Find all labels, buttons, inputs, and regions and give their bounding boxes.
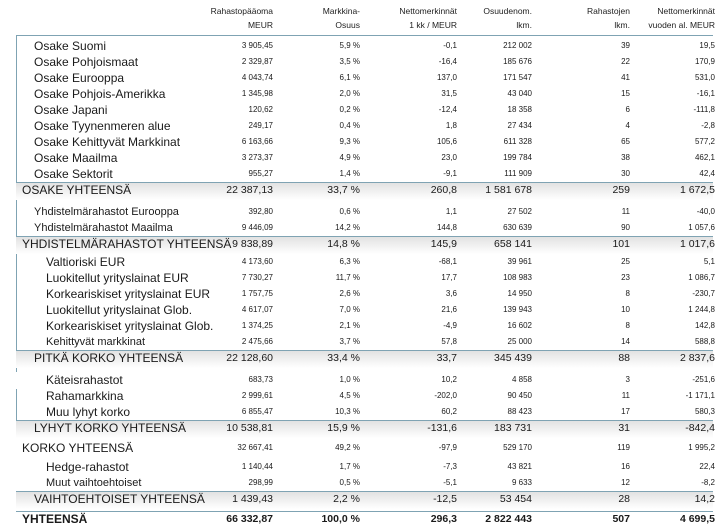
cell-rahastojen-lkm: 101 <box>612 238 630 250</box>
cell-osuudenomistajat: 212 002 <box>503 41 532 50</box>
cell-nettomerkinnat-kk: 17,7 <box>441 273 457 282</box>
cell-osuudenomistajat: 18 358 <box>507 105 532 114</box>
cell-nettomerkinnat-kk: -16,4 <box>438 57 457 66</box>
row-label: Luokitellut yrityslainat EUR <box>46 271 189 285</box>
cell-markkinaosuus: 14,8 % <box>327 238 360 250</box>
cell-rahastojen-lkm: 8 <box>625 289 630 298</box>
cell-nettomerkinnat-vuoden: -2,8 <box>701 121 715 130</box>
cell-osuudenomistajat: 345 439 <box>494 352 532 364</box>
cell-osuudenomistajat: 14 950 <box>507 289 532 298</box>
cell-osuudenomistajat: 171 547 <box>503 73 532 82</box>
cell-nettomerkinnat-vuoden: 42,4 <box>699 169 715 178</box>
cell-rahastopaaoma: 1 345,98 <box>241 89 273 98</box>
cell-rahastojen-lkm: 65 <box>621 137 630 146</box>
row-label: YHDISTELMÄRAHASTOT YHTEENSÄ <box>22 237 232 251</box>
cell-rahastojen-lkm: 8 <box>625 321 630 330</box>
cell-nettomerkinnat-vuoden: -40,0 <box>696 207 715 216</box>
cell-nettomerkinnat-kk: -68,1 <box>438 257 457 266</box>
cell-nettomerkinnat-kk: -4,9 <box>443 321 457 330</box>
cell-osuudenomistajat: 90 450 <box>507 391 532 400</box>
cell-osuudenomistajat: 199 784 <box>503 153 532 162</box>
cell-markkinaosuus: 0,6 % <box>339 207 360 216</box>
cell-markkinaosuus: 5,9 % <box>339 41 360 50</box>
row-label: OSAKE YHTEENSÄ <box>22 183 132 197</box>
cell-nettomerkinnat-kk: -12,4 <box>438 105 457 114</box>
cell-nettomerkinnat-kk: -0,1 <box>443 41 457 50</box>
row-label: Osake Pohjoismaat <box>34 55 139 69</box>
cell-nettomerkinnat-kk: 21,6 <box>441 305 457 314</box>
cell-osuudenomistajat: 2 822 443 <box>485 513 532 525</box>
cell-nettomerkinnat-kk: 105,6 <box>436 137 457 146</box>
cell-rahastojen-lkm: 11 <box>621 391 630 400</box>
cell-nettomerkinnat-kk: -131,6 <box>427 422 457 434</box>
cell-rahastojen-lkm: 15 <box>621 89 630 98</box>
row-label: Osake Kehittyvät Markkinat <box>34 135 181 149</box>
cell-markkinaosuus: 1,4 % <box>339 169 360 178</box>
cell-rahastopaaoma: 9 446,09 <box>241 223 273 232</box>
cell-markkinaosuus: 2,0 % <box>339 89 360 98</box>
row-label: KORKO YHTEENSÄ <box>22 441 134 455</box>
cell-nettomerkinnat-kk: -5,1 <box>443 478 457 487</box>
cell-markkinaosuus: 15,9 % <box>327 422 360 434</box>
table-total-row <box>0 350 717 367</box>
table-row <box>0 54 717 70</box>
cell-markkinaosuus: 11,7 % <box>335 273 360 282</box>
cell-markkinaosuus: 3,7 % <box>339 337 360 346</box>
cell-rahastopaaoma: 6 855,47 <box>241 407 273 416</box>
cell-osuudenomistajat: 16 602 <box>507 321 532 330</box>
cell-rahastopaaoma: 2 999,61 <box>241 391 273 400</box>
cell-rahastopaaoma: 249,17 <box>248 121 273 130</box>
cell-markkinaosuus: 7,0 % <box>339 305 360 314</box>
table-row <box>0 404 717 420</box>
cell-nettomerkinnat-vuoden: 1 995,2 <box>688 443 715 452</box>
cell-nettomerkinnat-vuoden: 4 699,5 <box>679 513 715 525</box>
cell-nettomerkinnat-vuoden: -842,4 <box>685 422 715 434</box>
table-row <box>0 102 717 118</box>
cell-rahastojen-lkm: 30 <box>621 169 630 178</box>
row-label: Muut vaihtoehtoiset <box>46 477 142 489</box>
row-label: Osake Maailma <box>34 151 118 165</box>
row-label: Rahamarkkina <box>46 389 124 403</box>
table-row <box>0 134 717 150</box>
cell-rahastopaaoma: 1 140,44 <box>241 462 273 471</box>
cell-rahastopaaoma: 4 173,60 <box>241 257 273 266</box>
cell-osuudenomistajat: 658 141 <box>494 238 532 250</box>
cell-rahastopaaoma: 4 617,07 <box>241 305 273 314</box>
cell-nettomerkinnat-kk: 57,8 <box>441 337 457 346</box>
cell-rahastopaaoma: 1 757,75 <box>241 289 273 298</box>
row-label: YHTEENSÄ <box>22 512 88 526</box>
cell-rahastopaaoma: 6 163,66 <box>241 137 273 146</box>
cell-osuudenomistajat: 43 821 <box>507 462 532 471</box>
row-label: Luokitellut yrityslainat Glob. <box>46 303 193 317</box>
row-label: Valtioriski EUR <box>46 255 126 269</box>
cell-nettomerkinnat-vuoden: 19,5 <box>699 41 715 50</box>
cell-osuudenomistajat: 111 909 <box>504 169 532 178</box>
cell-rahastopaaoma: 32 667,41 <box>237 443 273 452</box>
cell-nettomerkinnat-kk: -97,9 <box>438 443 457 452</box>
cell-rahastopaaoma: 2 475,66 <box>241 337 273 346</box>
row-label: Yhdistelmärahastot Eurooppa <box>34 206 179 218</box>
cell-rahastojen-lkm: 3 <box>625 375 630 384</box>
cell-rahastopaaoma: 22 387,13 <box>226 184 273 196</box>
cell-nettomerkinnat-kk: 31,5 <box>441 89 457 98</box>
cell-markkinaosuus: 1,7 % <box>339 462 360 471</box>
cell-nettomerkinnat-kk: -7,3 <box>443 462 457 471</box>
cell-markkinaosuus: 10,3 % <box>335 407 360 416</box>
cell-nettomerkinnat-vuoden: -111,8 <box>693 105 715 114</box>
table-row <box>0 334 717 350</box>
cell-nettomerkinnat-vuoden: 142,8 <box>694 321 715 330</box>
cell-markkinaosuus: 9,3 % <box>339 137 360 146</box>
cell-rahastopaaoma: 3 273,37 <box>241 153 273 162</box>
cell-rahastopaaoma: 120,62 <box>248 105 273 114</box>
table-row <box>0 372 717 388</box>
table-row <box>0 440 717 456</box>
cell-osuudenomistajat: 27 434 <box>507 121 532 130</box>
cell-markkinaosuus: 6,3 % <box>339 257 360 266</box>
table-row <box>0 38 717 54</box>
row-label: Osake Eurooppa <box>34 71 125 85</box>
cell-nettomerkinnat-vuoden: 1 086,7 <box>688 273 715 282</box>
cell-nettomerkinnat-vuoden: 462,1 <box>694 153 715 162</box>
cell-nettomerkinnat-kk: 33,7 <box>436 352 457 364</box>
cell-rahastojen-lkm: 6 <box>625 105 630 114</box>
cell-rahastopaaoma: 4 043,74 <box>241 73 273 82</box>
table-row <box>0 118 717 134</box>
table-row <box>0 388 717 404</box>
row-label: PITKÄ KORKO YHTEENSÄ <box>34 351 184 365</box>
cell-nettomerkinnat-kk: -12,5 <box>433 493 457 505</box>
cell-nettomerkinnat-vuoden: 1 017,6 <box>679 238 715 250</box>
table-row <box>0 70 717 86</box>
row-label: Osake Sektorit <box>34 167 113 181</box>
row-label: VAIHTOEHTOISET YHTEENSÄ <box>34 492 205 506</box>
cell-osuudenomistajat: 43 040 <box>507 89 532 98</box>
cell-osuudenomistajat: 1 581 678 <box>485 184 532 196</box>
cell-markkinaosuus: 0,4 % <box>339 121 360 130</box>
table-row <box>0 166 717 182</box>
row-label: Käteisrahastot <box>46 373 123 387</box>
table-row <box>0 204 717 220</box>
cell-rahastojen-lkm: 17 <box>621 407 630 416</box>
row-label: LYHYT KORKO YHTEENSÄ <box>34 421 187 435</box>
cell-nettomerkinnat-vuoden: -251,6 <box>692 375 715 384</box>
cell-nettomerkinnat-vuoden: 1 244,8 <box>688 305 715 314</box>
cell-markkinaosuus: 0,2 % <box>339 105 360 114</box>
cell-markkinaosuus: 14,2 % <box>335 223 360 232</box>
cell-markkinaosuus: 100,0 % <box>321 513 360 525</box>
cell-osuudenomistajat: 139 943 <box>503 305 532 314</box>
row-label: Osake Pohjois-Amerikka <box>34 87 166 101</box>
cell-nettomerkinnat-vuoden: 14,2 <box>694 493 715 505</box>
cell-rahastojen-lkm: 22 <box>621 57 630 66</box>
col-header-markkinaosuus: Markkina- Osuus <box>322 6 360 30</box>
table-row <box>0 86 717 102</box>
table-total-row <box>0 236 717 253</box>
cell-rahastojen-lkm: 16 <box>621 462 630 471</box>
cell-nettomerkinnat-vuoden: 1 672,5 <box>679 184 715 196</box>
cell-rahastopaaoma: 66 332,87 <box>226 513 273 525</box>
cell-markkinaosuus: 33,7 % <box>327 184 360 196</box>
row-label: Yhdistelmärahastot Maailma <box>34 222 173 234</box>
cell-nettomerkinnat-kk: 23,0 <box>441 153 457 162</box>
cell-rahastopaaoma: 1 439,43 <box>232 493 273 505</box>
col-header-osuudenomistajat: Osuudenom. lkm. <box>483 6 532 30</box>
cell-nettomerkinnat-kk: -9,1 <box>443 169 457 178</box>
cell-rahastopaaoma: 298,99 <box>248 478 273 487</box>
cell-nettomerkinnat-vuoden: 170,9 <box>694 57 715 66</box>
table-total-row <box>0 182 717 199</box>
cell-nettomerkinnat-kk: 1,8 <box>445 121 457 130</box>
table-row <box>0 318 717 334</box>
header-divider <box>16 35 713 36</box>
cell-rahastopaaoma: 2 329,87 <box>241 57 273 66</box>
col-header-nettomerkinnat-kk: Nettomerkinnät 1 kk / MEUR <box>399 6 457 30</box>
table-total-row <box>0 420 717 437</box>
cell-nettomerkinnat-vuoden: 580,3 <box>694 407 715 416</box>
cell-rahastojen-lkm: 259 <box>612 184 630 196</box>
cell-osuudenomistajat: 185 676 <box>503 57 532 66</box>
cell-rahastojen-lkm: 39 <box>621 41 630 50</box>
cell-osuudenomistajat: 9 633 <box>511 478 532 487</box>
cell-nettomerkinnat-vuoden: -8,2 <box>701 478 715 487</box>
cell-rahastopaaoma: 955,27 <box>248 169 273 178</box>
row-label: Korkeariskiset yrityslainat Glob. <box>46 319 214 333</box>
cell-rahastojen-lkm: 507 <box>612 513 630 525</box>
cell-markkinaosuus: 49,2 % <box>335 443 360 452</box>
cell-rahastopaaoma: 683,73 <box>248 375 273 384</box>
cell-nettomerkinnat-vuoden: 577,2 <box>694 137 715 146</box>
cell-markkinaosuus: 33,4 % <box>327 352 360 364</box>
row-label: Muu lyhyt korko <box>46 405 131 419</box>
cell-markkinaosuus: 3,5 % <box>339 57 360 66</box>
cell-osuudenomistajat: 27 502 <box>507 207 532 216</box>
table-total-row <box>0 491 717 508</box>
cell-nettomerkinnat-kk: 60,2 <box>441 407 457 416</box>
table-row <box>0 254 717 270</box>
cell-osuudenomistajat: 611 328 <box>503 137 532 146</box>
cell-nettomerkinnat-kk: 10,2 <box>441 375 457 384</box>
cell-rahastopaaoma: 10 538,81 <box>226 422 273 434</box>
cell-nettomerkinnat-vuoden: 588,8 <box>694 337 715 346</box>
cell-osuudenomistajat: 4 858 <box>511 375 532 384</box>
table-row <box>0 150 717 166</box>
table-row <box>0 220 717 236</box>
cell-rahastojen-lkm: 10 <box>621 305 630 314</box>
cell-rahastojen-lkm: 14 <box>621 337 630 346</box>
row-label: Osake Japani <box>34 103 108 117</box>
cell-rahastojen-lkm: 31 <box>618 422 630 434</box>
cell-rahastojen-lkm: 38 <box>621 153 630 162</box>
cell-nettomerkinnat-vuoden: 22,4 <box>699 462 715 471</box>
table-total-row <box>0 511 717 528</box>
cell-nettomerkinnat-vuoden: 531,0 <box>694 73 715 82</box>
cell-rahastojen-lkm: 12 <box>621 478 630 487</box>
cell-rahastopaaoma: 7 730,27 <box>241 273 273 282</box>
cell-nettomerkinnat-kk: 260,8 <box>430 184 457 196</box>
cell-markkinaosuus: 6,1 % <box>339 73 360 82</box>
cell-nettomerkinnat-vuoden: 2 837,6 <box>679 352 715 364</box>
cell-rahastojen-lkm: 41 <box>621 73 630 82</box>
cell-rahastojen-lkm: 25 <box>621 257 630 266</box>
row-label: Hedge-rahastot <box>46 460 129 474</box>
cell-osuudenomistajat: 183 731 <box>494 422 532 434</box>
cell-nettomerkinnat-kk: 145,9 <box>430 238 457 250</box>
cell-rahastojen-lkm: 28 <box>618 493 630 505</box>
cell-nettomerkinnat-vuoden: 1 057,6 <box>688 223 715 232</box>
row-label: Osake Suomi <box>34 39 107 53</box>
cell-markkinaosuus: 0,5 % <box>339 478 360 487</box>
cell-rahastojen-lkm: 11 <box>621 207 630 216</box>
row-label: Kehittyvät markkinat <box>46 336 146 348</box>
cell-rahastojen-lkm: 4 <box>625 121 630 130</box>
row-label: Korkeariskiset yrityslainat EUR <box>46 287 211 301</box>
col-header-rahastopaaoma: Rahastopääoma MEUR <box>210 6 273 30</box>
cell-nettomerkinnat-vuoden: 5,1 <box>703 257 715 266</box>
cell-markkinaosuus: 2,1 % <box>339 321 360 330</box>
cell-osuudenomistajat: 25 000 <box>507 337 532 346</box>
cell-rahastojen-lkm: 23 <box>621 273 630 282</box>
cell-rahastojen-lkm: 88 <box>618 352 630 364</box>
table-row <box>0 270 717 286</box>
cell-rahastopaaoma: 1 374,25 <box>241 321 273 330</box>
cell-osuudenomistajat: 630 639 <box>503 223 532 232</box>
cell-rahastojen-lkm: 119 <box>617 443 630 452</box>
cell-rahastopaaoma: 3 905,45 <box>241 41 273 50</box>
table-row <box>0 302 717 318</box>
col-header-nettomerkinnat-vuoden: Nettomerkinnät vuoden al. MEUR <box>648 6 715 30</box>
cell-nettomerkinnat-kk: 296,3 <box>430 513 457 525</box>
cell-osuudenomistajat: 529 170 <box>503 443 532 452</box>
cell-nettomerkinnat-vuoden: -1 171,1 <box>685 391 715 400</box>
cell-markkinaosuus: 2,2 % <box>333 493 360 505</box>
cell-osuudenomistajat: 39 961 <box>507 257 532 266</box>
cell-nettomerkinnat-kk: 144,8 <box>436 223 457 232</box>
col-header-rahastojen-lkm: Rahastojen lkm. <box>586 6 630 30</box>
cell-osuudenomistajat: 53 454 <box>499 493 532 505</box>
table-row <box>0 286 717 302</box>
cell-nettomerkinnat-kk: 3,6 <box>445 289 457 298</box>
cell-osuudenomistajat: 88 423 <box>507 407 532 416</box>
cell-nettomerkinnat-vuoden: -230,7 <box>692 289 715 298</box>
cell-nettomerkinnat-kk: -202,0 <box>434 391 457 400</box>
cell-osuudenomistajat: 108 983 <box>503 273 532 282</box>
cell-rahastojen-lkm: 90 <box>621 223 630 232</box>
row-label: Osake Tyynenmeren alue <box>34 119 171 133</box>
cell-nettomerkinnat-vuoden: -16,1 <box>696 89 715 98</box>
table-row <box>0 459 717 475</box>
cell-nettomerkinnat-kk: 137,0 <box>436 73 457 82</box>
cell-rahastopaaoma: 9 838,89 <box>232 238 273 250</box>
cell-markkinaosuus: 1,0 % <box>339 375 360 384</box>
cell-rahastopaaoma: 22 128,60 <box>226 352 273 364</box>
cell-markkinaosuus: 2,6 % <box>339 289 360 298</box>
cell-rahastopaaoma: 392,80 <box>248 207 273 216</box>
cell-nettomerkinnat-kk: 1,1 <box>445 207 457 216</box>
cell-markkinaosuus: 4,9 % <box>339 153 360 162</box>
table-row <box>0 475 717 491</box>
cell-markkinaosuus: 4,5 % <box>339 391 360 400</box>
